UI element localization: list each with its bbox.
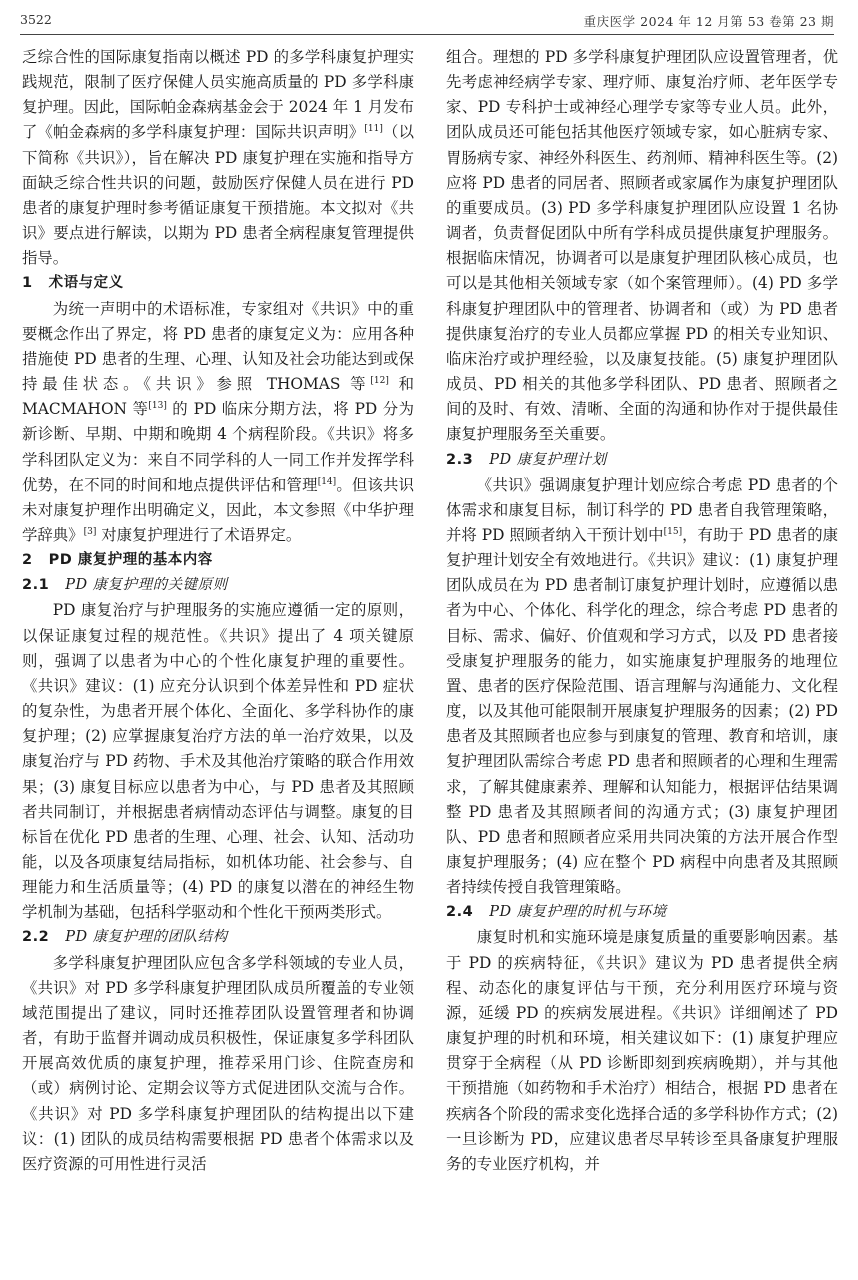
intro-paragraph: 乏综合性的国际康复指南以概述 PD 的多学科康复护理实践规范，限制了医疗保健人员实施高质量的 PD 多学科康复护理。因此，国际帕金森病基金会于 2024 年 1 月发布了《帕金森病的多学科康复护理：国际共识声明》[11]（以下简称《共识》），旨在解决 PD 康复护理在实施和指导方面缺乏综合性共识的问题，鼓励医疗保健人员在进行 PD 患者的康复护理时参考循证康复干预措施。本文拟对《共识》要点进行解读，以期为 PD 患者全病程康复管理提供指导。: [22, 48, 414, 268]
citation-15: [15]: [663, 526, 683, 537]
subsection-2-1-paragraph: PD 康复治疗与护理服务的实施应遵循一定的原则，以保证康复过程的规范性。《共识》提出了 4 项关键原则，强调了以患者为中心的个性化康复护理的重要性。《共识》建议：(1) 应充分认识到个体差异性和 PD 症状的复杂性，为患者开展个体化、全面化、多学科协作的康复护理；(2) 应掌握康复治疗方法的单一治疗效果，以及康复治疗与 PD 药物、手术及其他治疗策略的联合作用效果；(3) 康复目标应以患者为中心，与 PD 患者及其照顾者共同制订，并根据患者病情动态评估与调整。康复的目标旨在优化 PD 患者的生理、心理、社会、认知、活动功能，以及各项康复结局指标，如机体功能、社会参与、自理能力和生活质量等；(4) PD 的康复以潜在的神经生物学机制为基础，包括科学驱动和个性化干预两类形式。: [22, 601, 414, 922]
section-1-heading: 1 术语与定义: [22, 275, 124, 292]
header-divider: [20, 34, 834, 35]
subsection-2-3-paragraph: 《共识》强调康复护理计划应综合考虑 PD 患者的个体需求和康复目标，制订科学的 PD 患者自我管理策略，并将 PD 照顾者纳入干预计划中[15]，有助于 PD 患者的康复护理计划安全有效地进行。《共识》建议：(1) 康复护理团队成员在为 PD 患者制订康复护理计划时，应遵循以患者为中心、个体化、科学化的理念，综合考虑 PD 患者的目标、需求、偏好、价值观和学习方式，以及 PD 患者接受康复护理服务的能力，如实施康复护理服务的地理位置、患者的医疗保险范围、语言理解与沟通能力、文化程度，以及其他可能限制开展康复护理服务的因素；(2) PD 患者及其照顾者也应参与到康复的管理、教育和培训，康复护理团队需综合考虑 PD 患者和照顾者的心理和生理需求，了解其健康素养、理解和认知能力，根据评估结果调整 PD 患者及其照顾者间的沟通方式；(3) 康复护理团队、PD 患者和照顾者应采用共同决策的方法开展合作型康复护理服务；(4) 应在整个 PD 病程中向患者及其照顾者持续传授自我管理策略。: [446, 475, 839, 897]
left-column: [22, 45, 414, 1177]
citation-14: [14]: [317, 476, 337, 487]
page-header: [20, 10, 834, 32]
citation-12: [12]: [370, 375, 389, 386]
subsection-2-2-heading: 2.2 PD 康复护理的团队结构: [22, 929, 228, 946]
journal-info: 重庆医学 2024 年 12 月第 53 卷第 23 期: [583, 14, 834, 29]
citation-11: [11]: [364, 124, 383, 135]
section-2-heading: 2 PD 康复护理的基本内容: [22, 552, 213, 569]
subsection-2-2-paragraph-continued: 组合。理想的 PD 多学科康复护理团队应设置管理者，优先考虑神经病学专家、理疗师、康复治疗师、老年医学专家、PD 专科护士或神经心理学专家等专业人员。此外，团队成员还可能包括其他医疗领域专家，如心脏病专家、胃肠病专家、神经外科医生、药剂师、精神科医生等。(2) 应将 PD 患者的同居者、照顾者或家属作为康复护理团队的重要成员。(3) PD 多学科康复护理团队应设置 1 名协调者，负责督促团队中所有学科成员提供康复护理服务。根据临床情况，协调者可以是康复护理团队核心成员，也可以是其他相关领域专家（如个案管理师）。(4) PD 多学科康复护理团队中的管理者、协调者和（或）为 PD 患者提供康复治疗的专业人员都应掌握 PD 的相关专业知识、临床治疗或护理经验，以及康复技能。(5) 康复护理团队成员、PD 相关的其他多学科团队、PD 患者、照顾者之间的及时、有效、清晰、全面的沟通和协作对于提供最佳康复护理服务至关重要。: [446, 48, 838, 444]
citation-3: [3]: [83, 526, 97, 537]
subsection-2-2-paragraph: 多学科康复护理团队应包含多学科领域的专业人员，《共识》对 PD 多学科康复护理团队成员所覆盖的专业领域范围提出了建议，同时还推荐团队设置管理者和协调者，有助于监督并调动成员积极性，保证康复多学科团队开展高效优质的康复护理，推荐采用门诊、住院查房和（或）病例讨论、定期会议等方式促进团队交流与合作。《共识》对 PD 多学科康复护理团队的结构提出以下建议：(1) 团队的成员结构需要根据 PD 患者个体需求以及医疗资源的可用性进行灵活: [22, 953, 414, 1173]
right-column: [446, 45, 838, 1177]
subsection-2-1-heading: 2.1 PD 康复护理的关键原则: [22, 577, 228, 594]
section-1-paragraph: 为统一声明中的术语标准，专家组对《共识》中的重要概念作出了界定，将 PD 患者的康复定义为：应用各种措施使 PD 患者的生理、心理、认知及社会功能达到或保持最佳状态。《共识》参照 THOMAS 等[12] 和 MACMAHON 等[13] 的 PD 临床分期方法，将 PD 分为新诊断、早期、中期和晚期 4 个病程阶段。《共识》将多学科团队定义为：来自不同学科的人一同工作并发挥学科优势，在不同的时间和地点提供评估和管理[14]。但该共识未对康复护理作出明确定义，因此，本文参照《中华护理学辞典》[3] 对康复护理进行了术语界定。: [22, 299, 415, 544]
subsection-2-4-heading: 2.4 PD 康复护理的时机与环境: [446, 904, 667, 921]
page-number: 3522: [20, 12, 52, 27]
subsection-2-3-heading: 2.3 PD 康复护理计划: [446, 451, 607, 468]
subsection-2-4-paragraph: 康复时机和实施环境是康复质量的重要影响因素。基于 PD 的疾病特征，《共识》建议为 PD 患者提供全病程、动态化的康复评估与干预，充分利用医疗环境与资源，延缓 PD 的疾病发展进程。《共识》详细阐述了 PD 康复护理的时机和环境，相关建议如下：(1) 康复护理应贯穿于全病程（从 PD 诊断即刻到疾病晚期），并与其他干预措施（如药物和手术治疗）相结合，根据 PD 患者在疾病各个阶段的需求变化选择合适的多学科协作方式；(2) 一旦诊断为 PD，应建议患者尽早转诊至具备康复护理服务的专业医疗机构，并: [446, 928, 838, 1173]
citation-13: [13]: [148, 401, 167, 412]
